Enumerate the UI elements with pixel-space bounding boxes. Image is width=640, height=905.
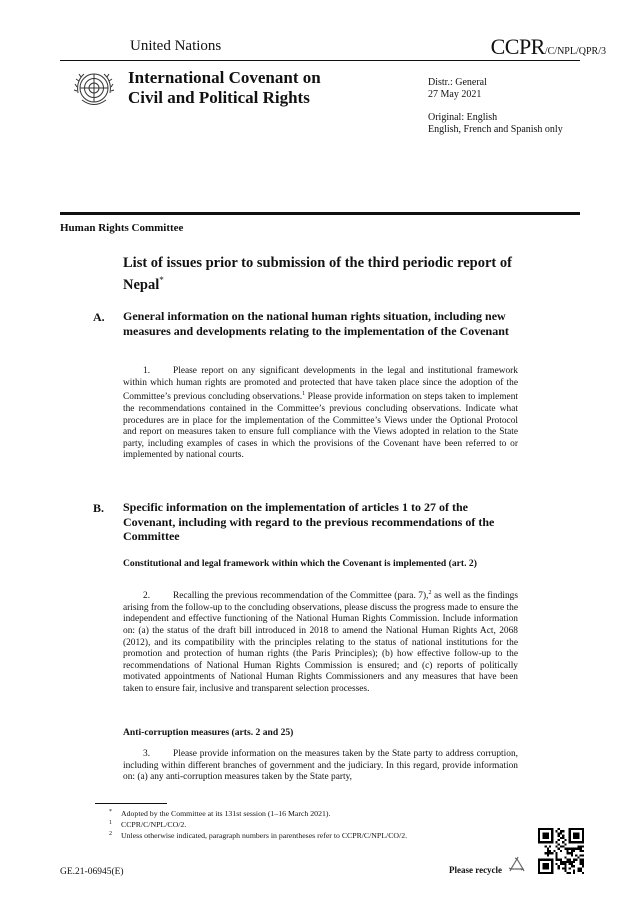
original-language: Original: English bbox=[428, 112, 498, 123]
qr-code-icon bbox=[538, 828, 584, 874]
paragraph-number: 2. bbox=[143, 591, 151, 602]
paragraph-text: as well as the findings arising from the follow-up to the concluding observations, please discuss the progress made to ensure the independent and effective functioning of the National Human Rights Commission. Include information on: (a) the status of the draft bill introduced in 2018 to amend the National Human Rights Act, 2068 (2012), and its compatibility with the principles relating to the status of national institutions for the promotion and protection of human rights (the Paris Principles); (b) how effective follow-up to the recommendations of National Human Rights Commission is ensured; and (c) reports of politically motivated appointments of National Human Rights Commissioners and any measures that have been taken to ensure fair, inclusive and transparent selection processes. bbox=[123, 591, 518, 694]
paragraph-text: Please report on any significant developments in the legal and institutional framework within which human rights are promoted and protected that have taken place since the adoption of the Committee’s previous concluding observations. bbox=[123, 366, 518, 403]
paragraph-text: Please provide information on the measures taken by the State party to address corruption, including within different branches of government and the judiciary. In this regard, provide information on: (a) any anti-corruption measures taken by the State party, bbox=[123, 749, 518, 783]
covenant-title bbox=[128, 68, 398, 108]
document-title-text: List of issues prior to submission of the third periodic report of Nepal bbox=[123, 255, 512, 293]
section-b-title: Specific information on the implementation of articles 1 to 27 of the Covenant, including with regard to the previous recommendations of the Committee bbox=[123, 500, 495, 543]
distribution: Distr.: General bbox=[428, 77, 487, 88]
subheading-anti-corruption: Anti-corruption measures (arts. 2 and 25) bbox=[123, 727, 294, 738]
un-emblem-icon bbox=[72, 67, 116, 111]
paragraph-number: 1. bbox=[143, 366, 151, 376]
footnote-text: CCPR/C/NPL/CO/2. bbox=[121, 820, 187, 829]
title-footnote-mark: * bbox=[159, 275, 164, 285]
footnote-text: Unless otherwise indicated, paragraph numbers in parentheses refer to CCPR/C/NPL/CO/2. bbox=[121, 831, 408, 840]
committee-name: Human Rights Committee bbox=[60, 222, 184, 234]
header-rule bbox=[60, 60, 580, 61]
document-symbol bbox=[491, 34, 606, 60]
footnote-ref: 1 bbox=[302, 391, 306, 398]
footnote-ref: 2 bbox=[428, 590, 432, 596]
symbol-suffix: /C/NPL/QPR/3 bbox=[544, 46, 606, 57]
paragraph-number: 3. bbox=[143, 749, 151, 759]
paragraph-2 bbox=[123, 588, 518, 695]
covenant-title-line2: Civil and Political Rights bbox=[128, 88, 310, 107]
paragraph-3 bbox=[123, 749, 518, 784]
masthead-rule bbox=[60, 212, 580, 215]
available-languages: English, French and Spanish only bbox=[428, 124, 563, 135]
section-b-letter: B. bbox=[93, 501, 105, 515]
covenant-title-line1: International Covenant on bbox=[128, 68, 321, 87]
footnotes bbox=[95, 808, 515, 841]
recycle-label: Please recycle bbox=[449, 865, 503, 875]
paragraph-1 bbox=[123, 366, 518, 462]
footnote-mark: 2 bbox=[109, 831, 112, 837]
issue-date: 27 May 2021 bbox=[428, 89, 482, 100]
recycle-icon bbox=[507, 856, 527, 878]
document-title bbox=[123, 255, 523, 294]
footnote-item bbox=[95, 819, 515, 830]
footnote-rule bbox=[95, 803, 167, 804]
footnote-mark: 1 bbox=[109, 820, 112, 826]
language-block bbox=[428, 112, 563, 136]
footnote-mark: * bbox=[109, 809, 112, 815]
org-name: United Nations bbox=[130, 38, 222, 54]
paragraph-text: Recalling the previous recommendation of the Committee (para. 7), bbox=[173, 591, 429, 602]
distribution-block bbox=[428, 77, 487, 101]
subheading-constitutional-framework: Constitutional and legal framework within which the Covenant is implemented (art. 2) bbox=[123, 558, 477, 569]
document-code: GE.21-06945(E) bbox=[60, 867, 124, 877]
footnote-item bbox=[95, 830, 515, 841]
footnote-item bbox=[95, 808, 515, 819]
section-a-title: General information on the national human rights situation, including new measures and developments relating to the implementation of the Covenant bbox=[123, 309, 509, 338]
symbol-main: CCPR bbox=[490, 34, 545, 59]
footnote-text: Adopted by the Committee at its 131st session (1–16 March 2021). bbox=[121, 809, 331, 818]
paragraph-text: Please provide information on steps taken to implement the recommendations contained in the Committee’s previous concluding observations. Indicate what procedures are in place for the implementation of the Committee’s Views under the Optional Protocol and report on measures taken to ensure full compliance with the Views adopted in relation to the State party, including examples of cases in which the provisions of the Covenant have been referred to or implemented by national courts. bbox=[123, 392, 518, 461]
section-a-letter: A. bbox=[93, 310, 105, 324]
